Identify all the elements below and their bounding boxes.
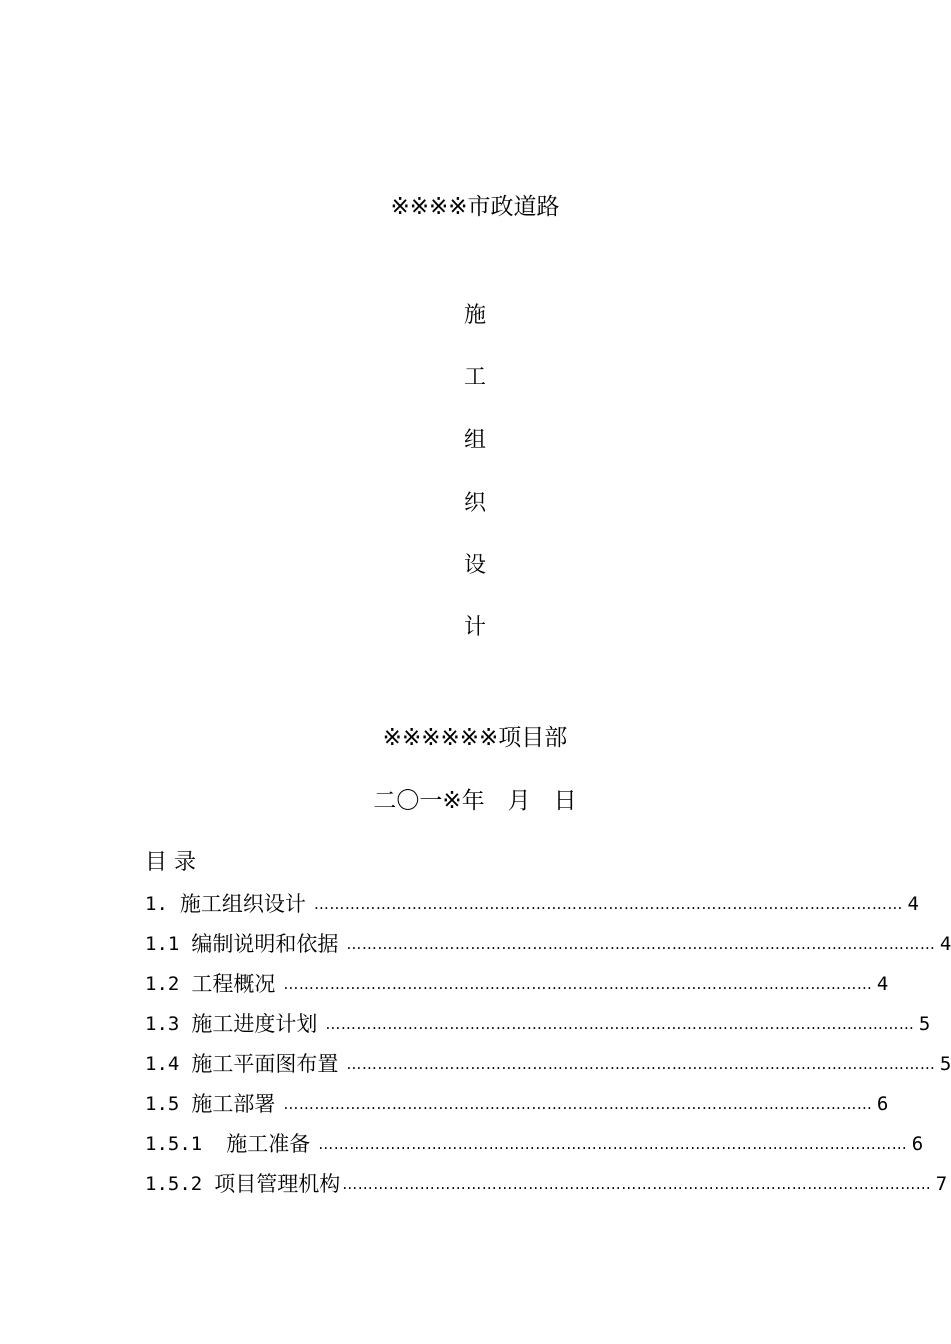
vertical-title-char: 织 xyxy=(463,491,486,516)
toc-entry-page: 6 xyxy=(911,1133,924,1155)
toc-entry-number: 1.5.1 xyxy=(145,1133,203,1155)
toc-entry-number: 1.3 xyxy=(145,1013,180,1035)
toc-entry-number: 1.2 xyxy=(145,973,180,995)
toc-entry-number: 1.1 xyxy=(145,933,180,955)
toc-entry[interactable] xyxy=(145,890,919,918)
toc-leader-dots: …………………………………………………………………………………………………… xyxy=(342,1175,932,1193)
toc-entry-text: 施工部署 xyxy=(191,1092,276,1116)
toc-leader-dots: …………………………………………………………………………………………………… xyxy=(318,1135,908,1153)
toc-leader-dots: …………………………………………………………………………………………………… xyxy=(346,935,936,953)
toc-entry[interactable] xyxy=(145,930,951,958)
toc-leader-dots: …………………………………………………………………………………………………… xyxy=(313,895,903,913)
toc-entry[interactable] xyxy=(145,1050,951,1078)
toc-entry-number: 1.5.2 xyxy=(145,1173,203,1195)
toc-entry-page: 5 xyxy=(918,1013,931,1035)
toc-leader-dots: …………………………………………………………………………………………………… xyxy=(283,1095,873,1113)
vertical-title-char: 组 xyxy=(463,428,486,453)
toc-entry-text: 施工组织设计 xyxy=(179,892,306,916)
toc-leader-dots: …………………………………………………………………………………………………… xyxy=(325,1015,915,1033)
toc-entry-page: 4 xyxy=(907,893,919,915)
toc-entry-page: 4 xyxy=(939,933,951,955)
toc-entry-number: 1. xyxy=(145,893,168,915)
department-name: ※※※※※※项目部 xyxy=(382,725,568,751)
toc-entry-text: 施工准备 xyxy=(226,1132,311,1156)
toc-entry-text: 施工平面图布置 xyxy=(191,1052,339,1076)
toc-entry-text: 工程概况 xyxy=(191,972,276,996)
toc-leader-dots: …………………………………………………………………………………………………… xyxy=(283,975,873,993)
vertical-title-char: 计 xyxy=(463,615,486,640)
toc-entry[interactable] xyxy=(145,1010,931,1038)
toc-entry[interactable] xyxy=(145,1170,948,1198)
toc-entry-number: 1.5 xyxy=(145,1093,180,1115)
toc-entry[interactable] xyxy=(145,1130,924,1158)
toc-entry-page: 6 xyxy=(876,1093,889,1115)
toc-entry[interactable] xyxy=(145,1090,889,1118)
vertical-title-char: 工 xyxy=(463,365,486,390)
vertical-title-char: 施 xyxy=(463,303,486,328)
toc-leader-dots: …………………………………………………………………………………………………… xyxy=(346,1055,936,1073)
toc-entry-number: 1.4 xyxy=(145,1053,180,1075)
toc-entry-text: 编制说明和依据 xyxy=(191,932,339,956)
toc-entry-page: 4 xyxy=(876,973,889,995)
vertical-title-char: 设 xyxy=(463,553,486,578)
toc-title: 目 录 xyxy=(145,850,196,875)
main-title: ※※※※市政道路 xyxy=(390,194,560,220)
document-date: 二〇一※年 月 日 xyxy=(373,788,577,814)
toc-entry[interactable] xyxy=(145,970,889,998)
toc-entry-page: 7 xyxy=(935,1173,948,1195)
toc-entry-text: 施工进度计划 xyxy=(191,1012,318,1036)
toc-entry-text: 项目管理机构 xyxy=(214,1172,341,1196)
toc-entry-page: 5 xyxy=(939,1053,951,1075)
